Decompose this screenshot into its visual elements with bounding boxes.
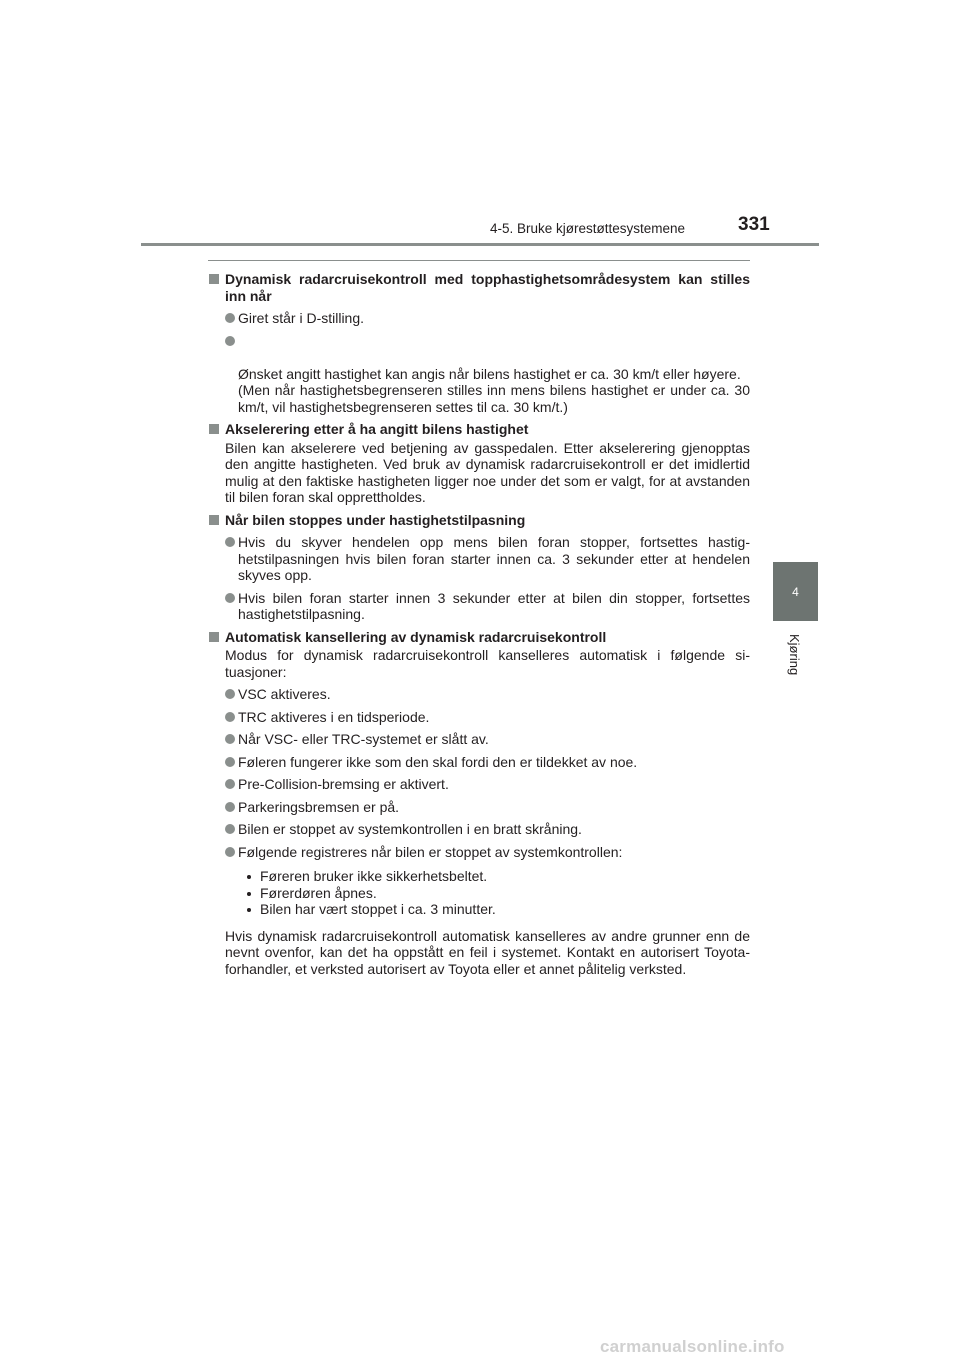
page-content [209, 267, 750, 977]
chapter-number: 4 [792, 584, 799, 599]
round-bullet-icon [225, 336, 235, 346]
chapter-tab [773, 562, 818, 621]
small-dot-icon [247, 892, 251, 896]
round-bullet-icon [225, 689, 235, 699]
round-bullet-icon [225, 847, 235, 857]
round-bullet-icon [225, 537, 235, 547]
square-bullet-icon [209, 515, 219, 525]
list-item: VSC aktiveres. [209, 686, 750, 703]
watermark: carmanualsonline.info [600, 1337, 785, 1356]
sub-list-item: Førerdøren åpnes. [247, 885, 750, 902]
square-bullet-icon [209, 632, 219, 642]
paragraph: Hvis dynamisk radarcruisekontroll automatisk kanselleres av andre grunner enn de nevnt ovenfor, kan det ha oppstått en feil i systemet. Kontakt en autorisert Toyota-forhandler, et verksted autorisert av Toyota eller et annet pålitelig verksted. [225, 927, 750, 977]
sub-list [209, 868, 750, 918]
small-dot-icon [247, 875, 251, 879]
round-bullet-icon [225, 757, 235, 767]
list-item: Når VSC- eller TRC-systemet er slått av. [209, 731, 750, 748]
round-bullet-icon [225, 593, 235, 603]
section-heading: Automatisk kansellering av dynamisk radarcruisekontroll [209, 629, 750, 646]
sub-list-item: Bilen har vært stoppet i ca. 3 minutter. [247, 901, 750, 918]
round-bullet-icon [225, 802, 235, 812]
paragraph: Bilen kan akselerere ved betjening av gasspedalen. Etter akselerering gjenopptas den angitte hastigheten. Ved bruk av dynamisk radarcruisekontroll er det imidlertid mulig at den faktiske hastigheten ligger noe under det som er valgt, for at avstanden til bilen foran skal opprettholdes. [225, 439, 750, 505]
list-item: Føleren fungerer ikke som den skal fordi den er tildekket av noe. [209, 754, 750, 771]
section-heading: Akselerering etter å ha angitt bilens hastighet [209, 421, 750, 438]
paragraph: Modus for dynamisk radarcruisekontroll kanselleres automatisk i følgende situasjoner: [225, 647, 750, 680]
section-title: 4-5. Bruke kjørestøttesystemene [490, 221, 686, 236]
list-item: TRC aktiveres i en tidsperiode. [209, 709, 750, 726]
list-item: Hvis bilen foran starter innen 3 sekunder etter at bilen din stopper, fortsettes hastighetstilpasning. [209, 590, 750, 623]
list-item: Bilen er stoppet av systemkontrollen i en bratt skråning. [209, 821, 750, 838]
square-bullet-icon [209, 274, 219, 284]
list-item: Parkeringsbremsen er på. [209, 799, 750, 816]
round-bullet-icon [225, 779, 235, 789]
list-item: Følgende registreres når bilen er stoppet av systemkontrollen: [209, 844, 750, 861]
header-divider [141, 243, 819, 246]
section-heading: Når bilen stoppes under hastighetstilpasning [209, 512, 750, 529]
chapter-label: Kjøring [787, 634, 802, 676]
page-number: 331 [738, 214, 770, 235]
square-bullet-icon [209, 424, 219, 434]
list-item: Pre-Collision-bremsing er aktivert. [209, 776, 750, 793]
round-bullet-icon [225, 313, 235, 323]
round-bullet-icon [225, 734, 235, 744]
section-heading: Dynamisk radarcruisekontroll med topphastighetsområdesystem kan stilles inn når [209, 271, 750, 304]
round-bullet-icon [225, 712, 235, 722]
small-dot-icon [247, 908, 251, 912]
list-item: Hvis du skyver hendelen opp mens bilen foran stopper, fortsettes hastighetstilpasningen hvis bilen foran starter innen ca. 3 sekunder etter at hendelen skyves opp. [209, 534, 750, 584]
sub-list-item: Føreren bruker ikke sikkerhetsbeltet. [247, 868, 750, 885]
list-item: Ønsket angitt hastighet kan angis når bilens hastighet er ca. 30 km/t eller høyere. (Men når hastighetsbegrenseren stilles inn mens bilens hastighet er under ca. 30 km/t, vil hastighetsbegrenseren settes til ca. 30 km/t.) [209, 333, 750, 416]
content-divider [208, 260, 750, 261]
list-item: Giret står i D-stilling. [209, 310, 750, 327]
round-bullet-icon [225, 824, 235, 834]
